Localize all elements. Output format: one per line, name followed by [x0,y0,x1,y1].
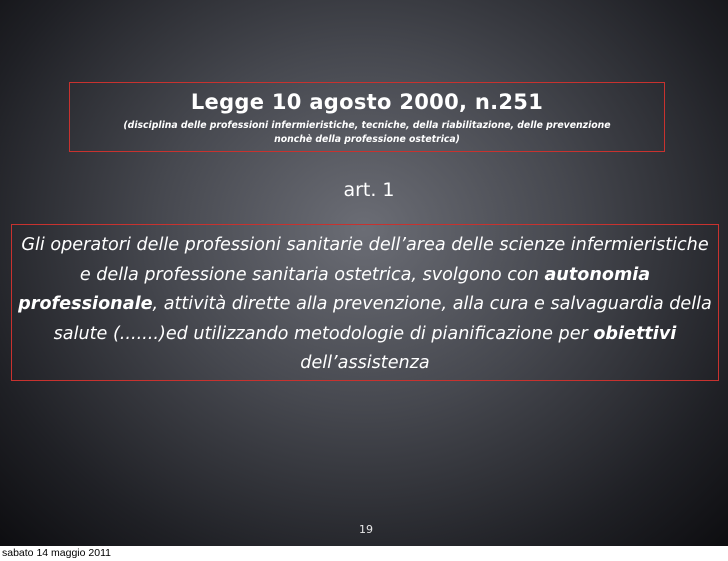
page-number: 19 [359,523,373,536]
article-heading: art. 1 [343,179,395,201]
body-text-box [11,224,719,381]
title-box [69,82,665,152]
body-bold-obiettivi: obiettivi [593,323,677,344]
slide-title: Legge 10 agosto 2000, n.251 [190,90,544,114]
body-text-part-1: Gli operatori delle professioni sanitarie dell’area delle scienze infermieristiche e della professione sanitaria ostetrica, svolgono con [21,235,709,285]
footer-date: sabato 14 maggio 2011 [2,547,111,559]
body-text-part-3: dell’assistenza [300,353,430,373]
subtitle-line-2: nonchè della professione ostetrica) [274,134,460,145]
body-bold-autonomia: autonomia professionale [18,264,651,314]
subtitle-line-1: (disciplina delle professioni infermieristiche, tecniche, della riabilitazione, delle prevenzione [123,120,611,131]
body-text-part-2: , attività dirette alla prevenzione, alla cura e salvaguardia della salute (.......)ed utilizzando metodologie di pianificazione per [53,294,712,344]
slide-subtitle [70,119,664,147]
